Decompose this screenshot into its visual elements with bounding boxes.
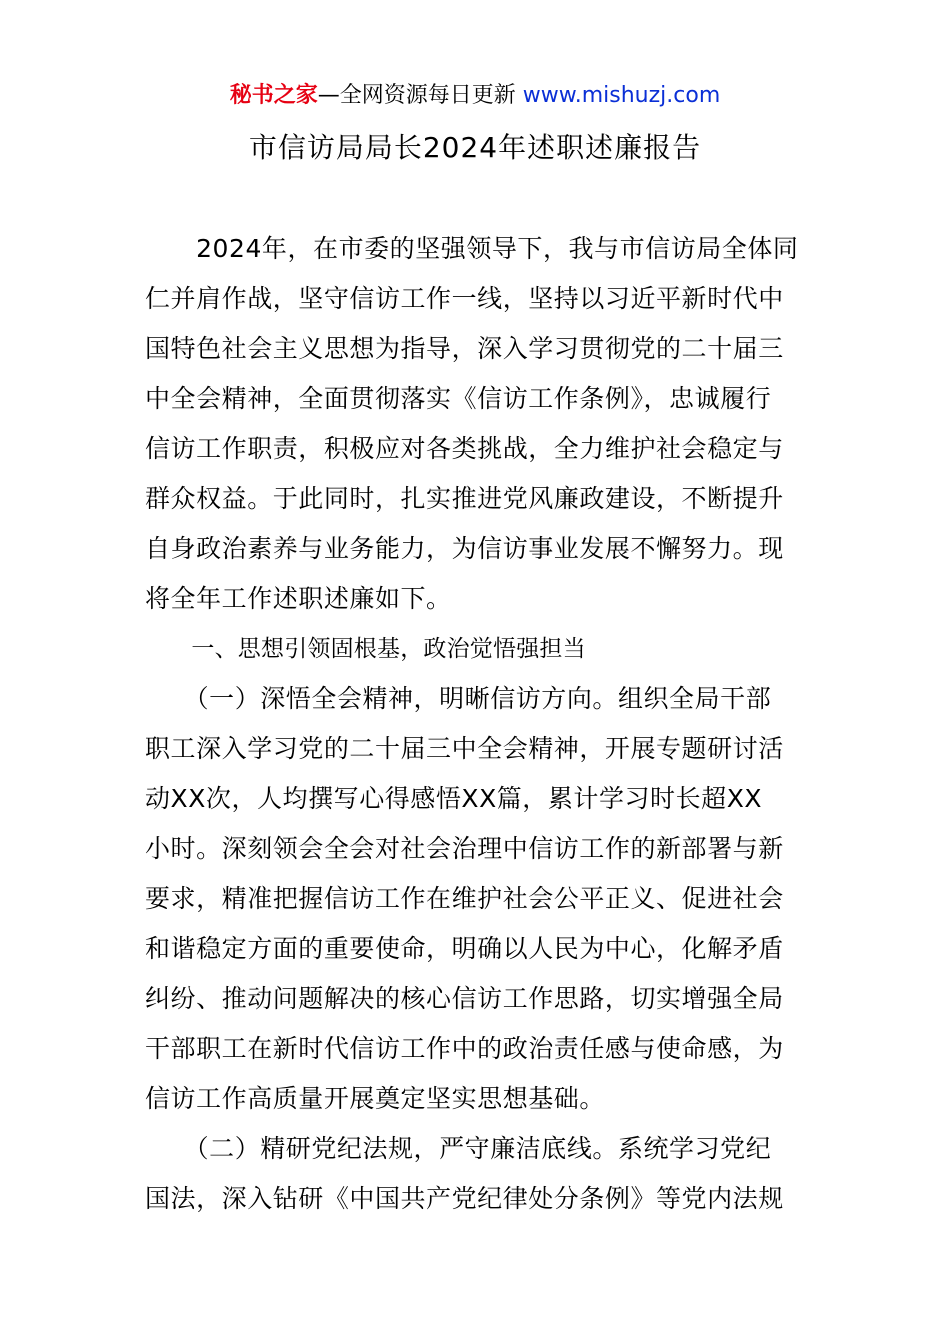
body-line: （二）精研党纪法规，严守廉洁底线。系统学习党纪 [145, 1134, 772, 1163]
body-line: （一）深悟全会精神，明晰信访方向。组织全局干部 [145, 684, 772, 713]
body-line: 干部职工在新时代信访工作中的政治责任感与使命感，为 [145, 1034, 784, 1063]
site-header [0, 80, 950, 112]
body-line: 纠纷、推动问题解决的核心信访工作思路，切实增强全局 [145, 984, 784, 1013]
body-line: 动XX次，人均撰写心得感悟XX篇，累计学习时长超XX [145, 784, 763, 813]
body-line: 职工深入学习党的二十届三中全会精神，开展专题研讨活 [145, 734, 784, 763]
section-heading: 一、思想引领固根基，政治觉悟强担当 [145, 636, 586, 662]
brand-name: 秘书之家 [229, 83, 318, 108]
document-body [145, 224, 807, 1224]
body-line: 信访工作高质量开展奠定坚实思想基础。 [145, 1084, 605, 1113]
body-line: 将全年工作述职述廉如下。 [145, 584, 452, 613]
body-line: 国法，深入钻研《中国共产党纪律处分条例》等党内法规 [145, 1184, 784, 1213]
body-line: 和谐稳定方面的重要使命，明确以人民为中心，化解矛盾 [145, 934, 784, 963]
body-line: 国特色社会主义思想为指导，深入学习贯彻党的二十届三 [145, 334, 784, 363]
document-title: 市信访局局长2024年述职述廉报告 [248, 131, 702, 164]
body-line: 仁并肩作战，坚守信访工作一线，坚持以习近平新时代中 [145, 284, 784, 313]
site-slogan: —全网资源每日更新 [317, 83, 523, 108]
body-line: 2024年，在市委的坚强领导下，我与市信访局全体同 [145, 234, 799, 263]
body-line: 中全会精神，全面贯彻落实《信访工作条例》，忠诚履行 [145, 384, 772, 413]
body-line: 小时。深刻领会全会对社会治理中信访工作的新部署与新 [145, 834, 784, 863]
site-url-link[interactable]: www.mishuzj.com [522, 83, 721, 108]
body-line: 要求，精准把握信访工作在维护社会公平正义、促进社会 [145, 884, 784, 913]
body-line: 群众权益。于此同时，扎实推进党风廉政建设，不断提升 [145, 484, 784, 513]
body-line: 自身政治素养与业务能力，为信访事业发展不懈努力。现 [145, 534, 784, 563]
body-line: 信访工作职责，积极应对各类挑战，全力维护社会稳定与 [145, 434, 784, 463]
